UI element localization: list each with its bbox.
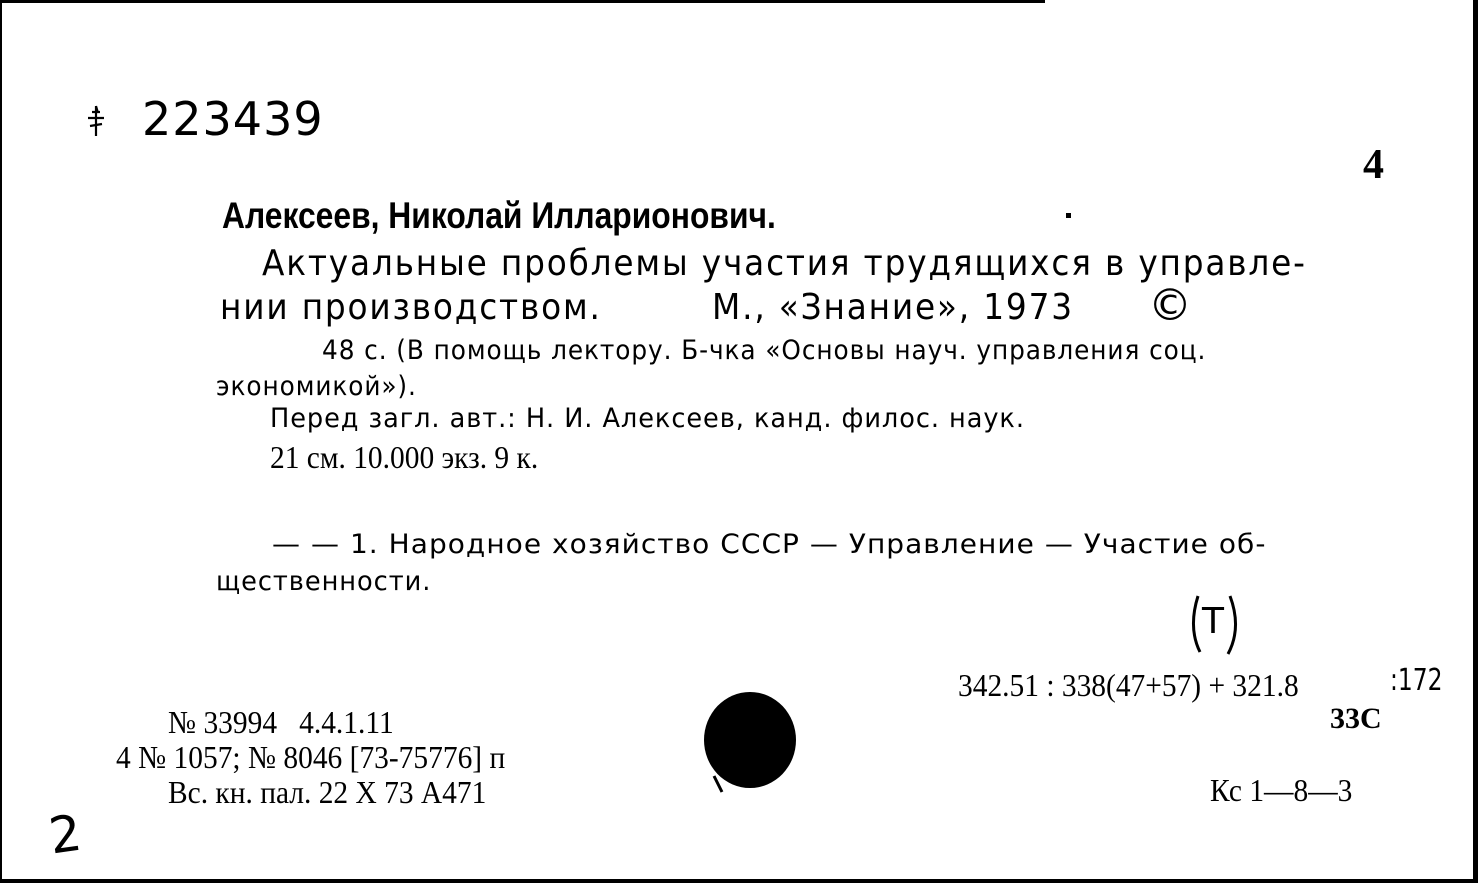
copyright-symbol: © — [1148, 280, 1192, 331]
subject-line-1: — — 1. Народное хозяйство СССР — Управление — Участие об- — [272, 529, 1267, 560]
card-border-right — [1473, 0, 1478, 883]
size-line: 21 см. 10.000 экз. 9 к. — [270, 439, 539, 475]
record-number: № 33994 4.4.1.11 — [168, 704, 394, 740]
order-number: 4 № 1057; № 8046 [73-75776] п — [116, 739, 506, 775]
dot-mark — [1066, 213, 1071, 218]
collation-line-1: 48 с. (В помощь лектору. Б-чка «Основы науч. управления соц. — [322, 335, 1207, 366]
kc-code: Кс 1—8—3 — [1210, 772, 1353, 808]
star-icon — [86, 104, 106, 143]
corner-digit: 4 — [1363, 142, 1384, 188]
collation-line-2: экономикой»). — [216, 371, 417, 402]
card-border-left — [0, 0, 2, 883]
handwritten-t-mark — [1186, 590, 1244, 668]
printing-info: Вс. кн. пал. 22 X 73 А471 — [168, 774, 487, 810]
classification-index: 342.51 : 338(47+57) + 321.8 — [958, 667, 1299, 703]
subject-line-2: щественности. — [216, 566, 432, 597]
catalog-code: 33С — [1330, 702, 1382, 735]
handwritten-t-letter: Т — [1202, 601, 1224, 642]
title-line-2: нии производством. — [220, 287, 602, 328]
author-note: Перед загл. авт.: Н. И. Алексеев, канд. филос. наук. — [270, 403, 1025, 434]
imprint: М., «Знание», 1973 — [712, 287, 1074, 328]
card-border-bottom — [0, 879, 1478, 883]
punch-hole-icon — [700, 688, 800, 803]
author-heading: Алексеев, Николай Илларионович. — [222, 195, 776, 236]
title-line-1: Актуальные проблемы участия трудящихся в управле- — [262, 243, 1307, 284]
handwritten-suffix: :172 — [1390, 663, 1443, 698]
card-border-top — [0, 0, 1045, 3]
handwritten-bottom-mark: 2 — [45, 803, 86, 866]
inventory-number: 223439 — [142, 92, 324, 146]
